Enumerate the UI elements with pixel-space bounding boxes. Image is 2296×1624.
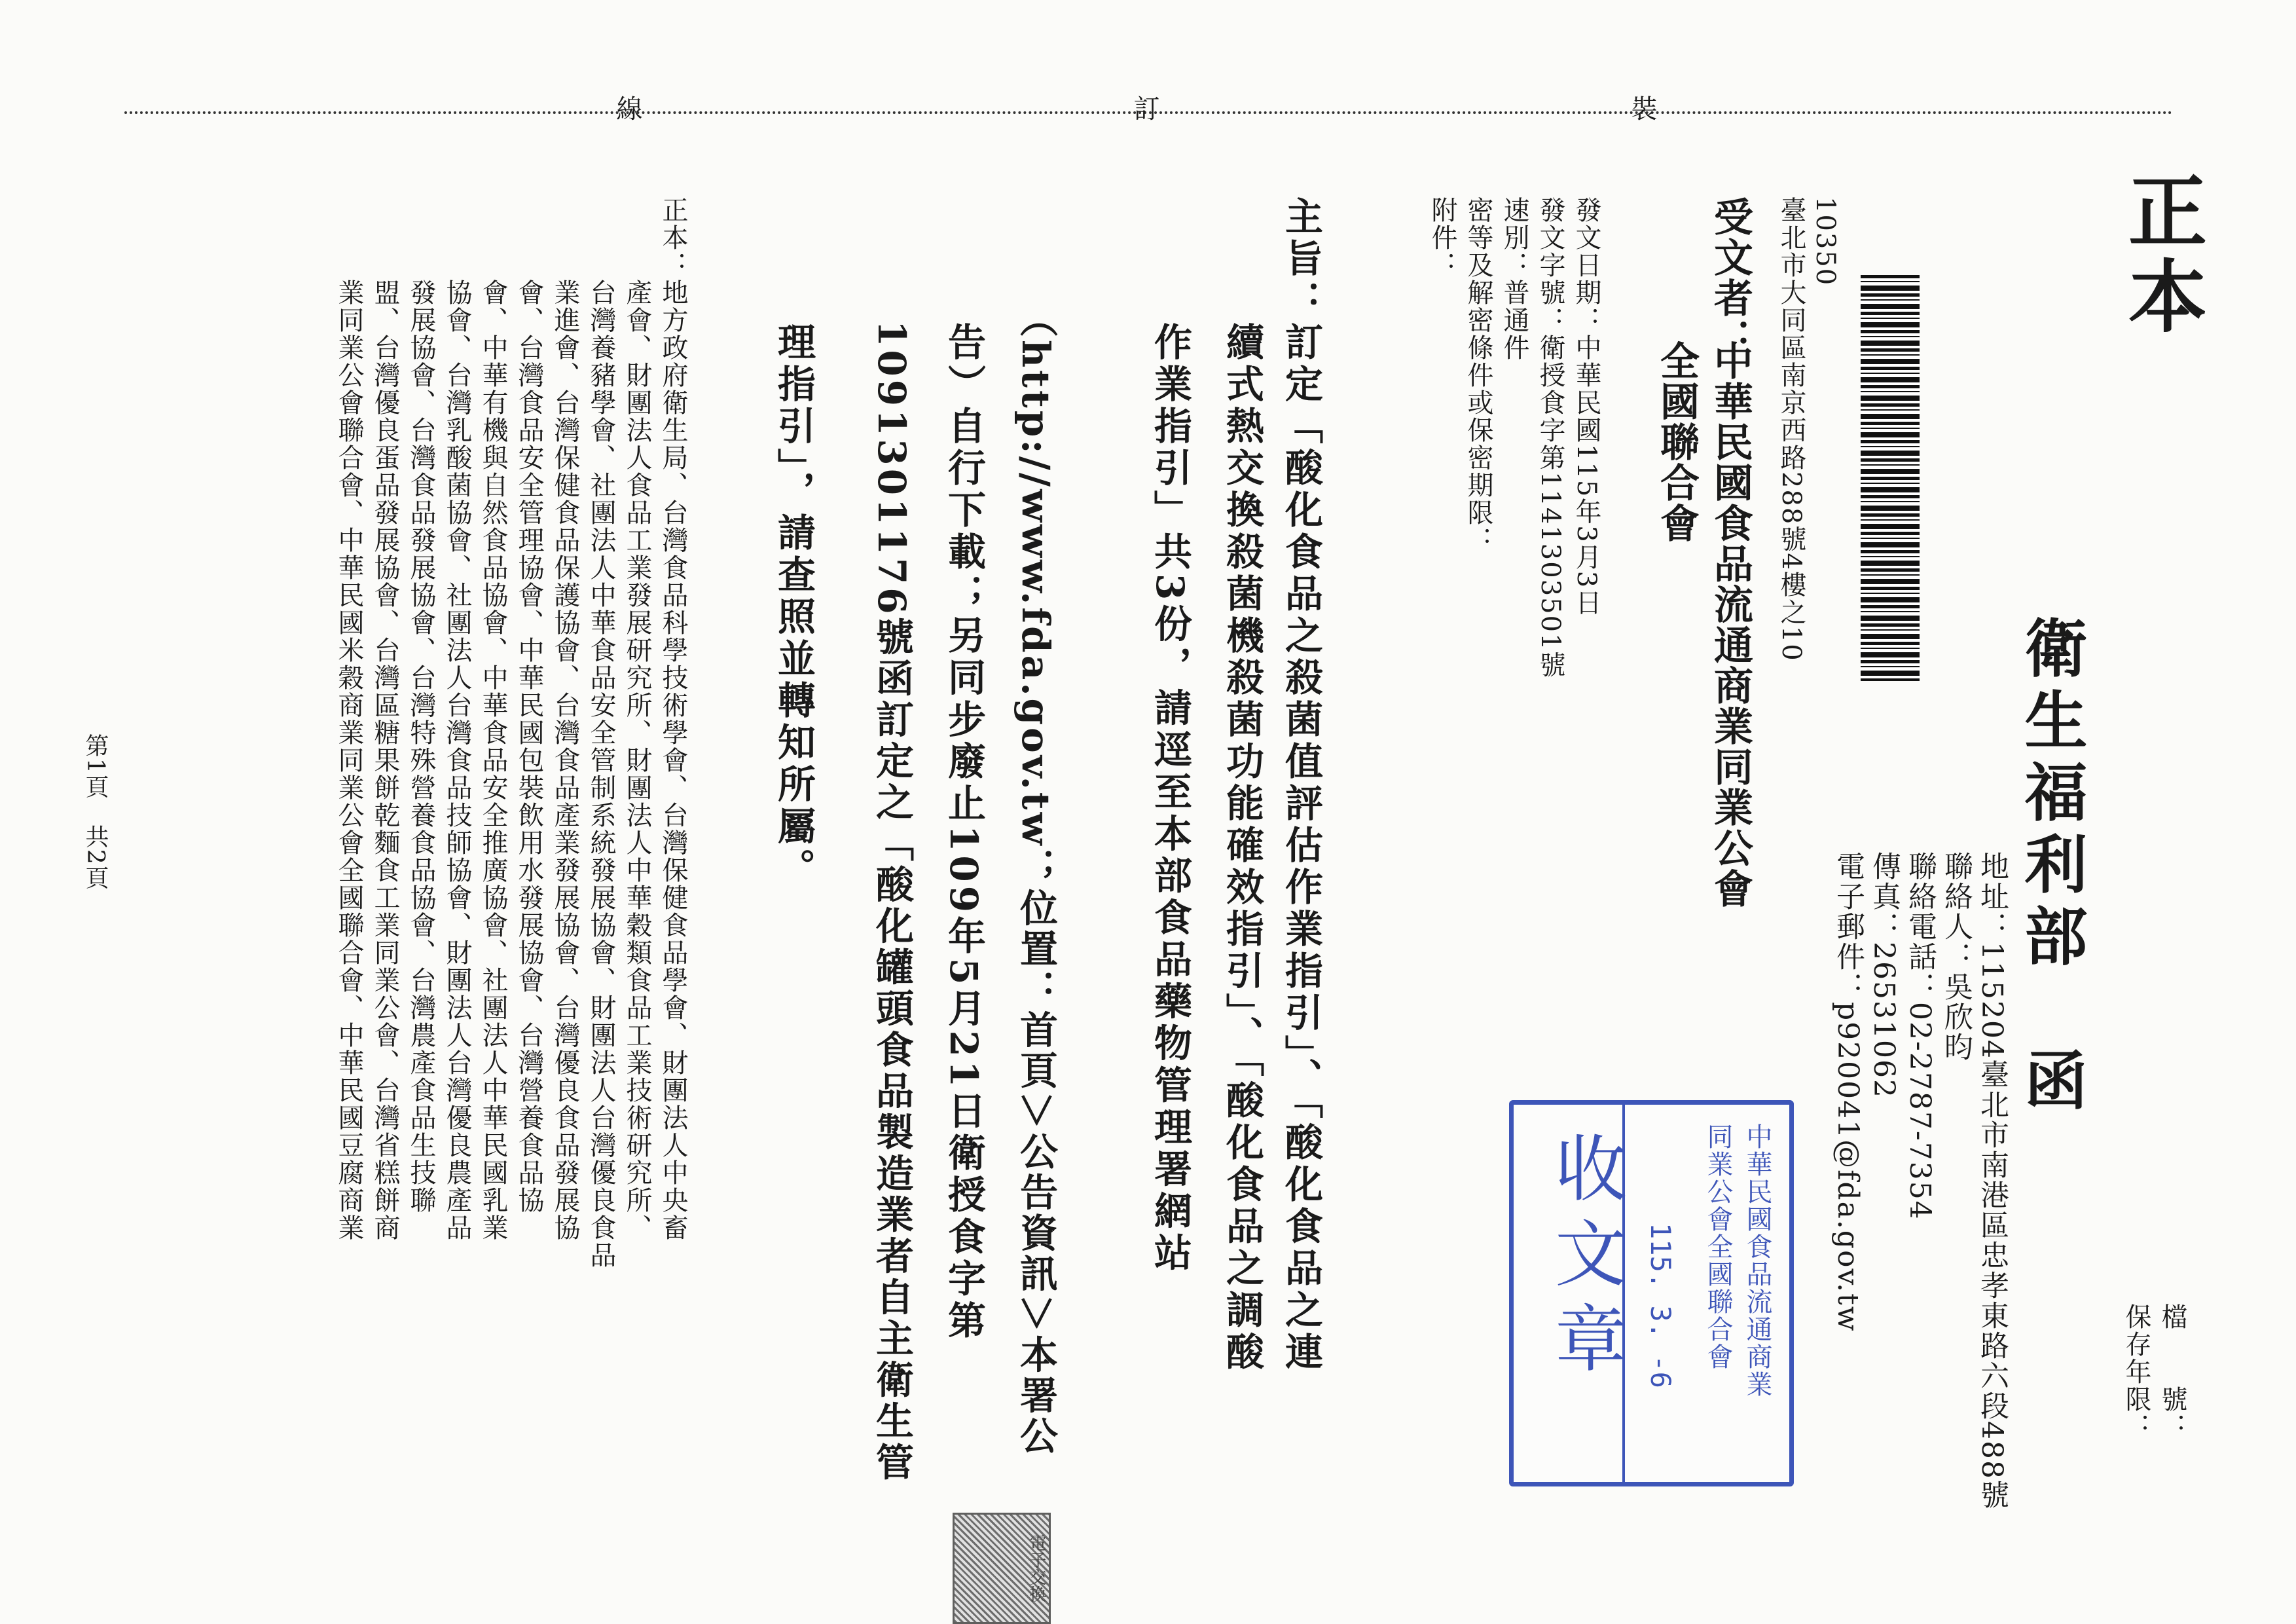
distribution-line-8: 發展協會、台灣食品發展協會、台灣特殊營養食品協會、台灣農產食品生技聯 <box>406 196 436 1214</box>
subject-line-5: 告）自行下載；另同步廢止109年5月21日衛授食字第 <box>941 196 986 1343</box>
stamp-org-line2: 同業公會全國聯合會 <box>1703 1123 1733 1371</box>
subject-line-2: 續式熱交換殺菌機殺菌功能確效指引」、「酸化食品之調酸 <box>1220 196 1264 1374</box>
zhengben-mark: 正本 <box>2115 170 2208 341</box>
distribution-line-7: 協會、台灣乳酸菌協會、社團法人台灣食品技師協會、財團法人台灣優良農產品 <box>442 196 472 1242</box>
sender-phone: 聯絡電話：02-2787-7354 <box>1903 851 1937 1221</box>
distribution-line-6: 會、中華有機與自然食品協會、中華食品安全推廣協會、社團法人中華民國乳業 <box>478 196 508 1242</box>
sender-email: 電子郵件：p920041@fda.gov.tw <box>1831 851 1865 1333</box>
subject-line-4: （http://www.fda.gov.tw；位置：首頁＞公告資訊＞本署公 <box>1013 196 1058 1457</box>
recipient-name-line1: 中華民國食品流通商業同業公會 <box>1707 341 1753 909</box>
sender-contact: 聯絡人：吳欣昀 <box>1939 851 1973 1062</box>
attachment: 附件： <box>1427 196 1457 279</box>
sender-address: 地址：115204臺北市南港區忠孝東路六段488號 <box>1975 851 2009 1510</box>
document-number: 發文字號：衛授食字第1141303501號 <box>1535 196 1565 679</box>
fold-mark-zhuang: 裝 <box>1627 95 1657 121</box>
speed-class: 速別：普通件 <box>1499 196 1529 361</box>
fold-mark-xian: 線 <box>612 95 642 121</box>
retention-label: 保存年限： <box>2121 1303 2151 1441</box>
file-number-label: 檔 號： <box>2157 1303 2187 1441</box>
stamp-org-line1: 中華民國食品流通商業 <box>1742 1123 1772 1398</box>
confidentiality: 密等及解密條件或保密期限： <box>1463 196 1493 554</box>
subject-line-3: 作業指引」共3份，請逕至本部食品藥物管理署網站 <box>1148 196 1192 1275</box>
page-number: 第1頁 共2頁 <box>82 733 109 891</box>
barcode <box>1861 275 1920 681</box>
distribution-line-2: 產會、財團法人食品工業發展研究所、財團法人中華穀類食品工業技術研究所、 <box>622 196 652 1242</box>
received-stamp <box>1509 1100 1794 1486</box>
recipient-name-line2: 全國聯合會 <box>1654 341 1700 544</box>
distribution-line-10: 業同業公會聯合會、中華民國米穀商業同業公會全國聯合會、中華民國豆腐商業 <box>334 196 364 1242</box>
subject-line-6: 1091301176號函訂定之「酸化罐頭食品製造業者自主衛生管 <box>869 196 914 1484</box>
sender-fax: 傳真：26531062 <box>1867 851 1901 1099</box>
recipient-postal-code: 10350 <box>1810 196 1840 287</box>
distribution-line-5: 會、台灣食品安全管理協會、中華民國包裝飲用水發展協會、台灣營養食品協 <box>514 196 544 1214</box>
recipient-address: 臺北市大同區南京西路288號4樓之10 <box>1776 196 1806 662</box>
distribution-line-3: 台灣養豬學會、社團法人中華食品安全管制系統發展協會、財團法人台灣優良食品 <box>586 196 616 1269</box>
electronic-exchange-seal: 電子交換 <box>953 1513 1051 1624</box>
distribution-line-4: 業進會、台灣保健食品保護協會、台灣食品產業發展協會、台灣優良食品發展協 <box>550 196 580 1242</box>
stamp-title: 收文章 <box>1543 1131 1627 1386</box>
subject-line-7: 理指引」，請查照並轉知所屬。 <box>771 196 816 890</box>
subject-line-1: 主旨：訂定「酸化食品之殺菌值評估作業指引」、「酸化食品之連 <box>1279 196 1323 1374</box>
issue-date: 發文日期：中華民國115年3月3日 <box>1571 196 1601 617</box>
stamp-date: 115. 3. -6 <box>1645 1223 1677 1388</box>
fold-mark-ding: 訂 <box>1129 95 1159 121</box>
distribution-line-9: 盟、台灣優良蛋品發展協會、台灣區糖果餅乾麵食工業同業公會、台灣省糕餅商 <box>370 196 400 1242</box>
distribution-line-1: 正本：地方政府衛生局、台灣食品科學技術學會、台灣保健食品學會、財團法人中央畜 <box>658 196 688 1242</box>
agency-title: 衛生福利部 函 <box>2014 616 2088 1120</box>
recipient-label: 受文者： <box>1707 196 1753 359</box>
